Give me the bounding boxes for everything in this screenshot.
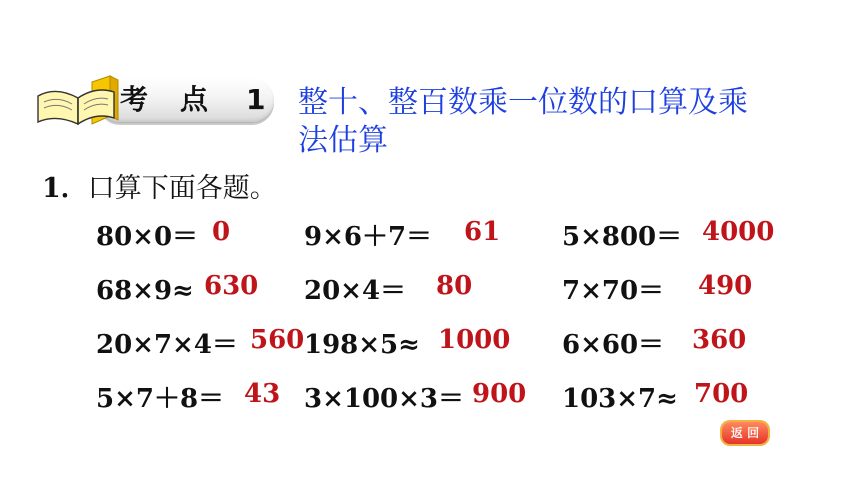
problem-answer: 61 [464, 217, 501, 247]
problem-expr: 20×4＝ [304, 276, 407, 306]
problem-expr: 9×6＋7＝ [304, 222, 433, 252]
problem-expr: 198×5≈ [304, 330, 420, 360]
open-book-icon [34, 72, 122, 130]
back-button[interactable]: 返 回 [722, 422, 768, 444]
problem-answer: 43 [244, 379, 281, 409]
problem-expr: 103×7≈ [562, 384, 678, 414]
problem-expr: 5×800＝ [562, 222, 683, 252]
problem-answer: 0 [212, 217, 231, 247]
problem-answer: 700 [694, 379, 749, 409]
problem-expr: 3×100×3＝ [304, 384, 465, 414]
topic-title: 整十、整百数乘一位数的口算及乘法估算 [298, 85, 748, 158]
problem-answer: 490 [698, 271, 753, 301]
badge-number: 1 [246, 83, 266, 116]
problem-expr: 80×0＝ [96, 222, 199, 252]
problem-answer: 630 [204, 271, 259, 301]
problem-expr: 5×7＋8＝ [96, 384, 225, 414]
question-prompt: 口算下面各题。 [87, 173, 277, 204]
question-number: 1． [42, 173, 88, 204]
question-heading [42, 166, 277, 205]
problem-answer: 360 [692, 325, 747, 355]
problem-answer: 80 [436, 271, 473, 301]
badge-word-kao: 考 [120, 83, 149, 116]
section-badge [98, 78, 274, 122]
problem-answer: 1000 [438, 325, 511, 355]
problem-answer: 900 [472, 379, 527, 409]
problem-expr: 7×70＝ [562, 276, 665, 306]
problem-expr: 20×7×4＝ [96, 330, 238, 360]
problem-answer: 4000 [702, 217, 775, 247]
problem-expr: 6×60＝ [562, 330, 665, 360]
problem-answer: 560 [250, 325, 305, 355]
badge-word-dian: 点 [180, 83, 209, 116]
problem-expr: 68×9≈ [96, 276, 194, 306]
